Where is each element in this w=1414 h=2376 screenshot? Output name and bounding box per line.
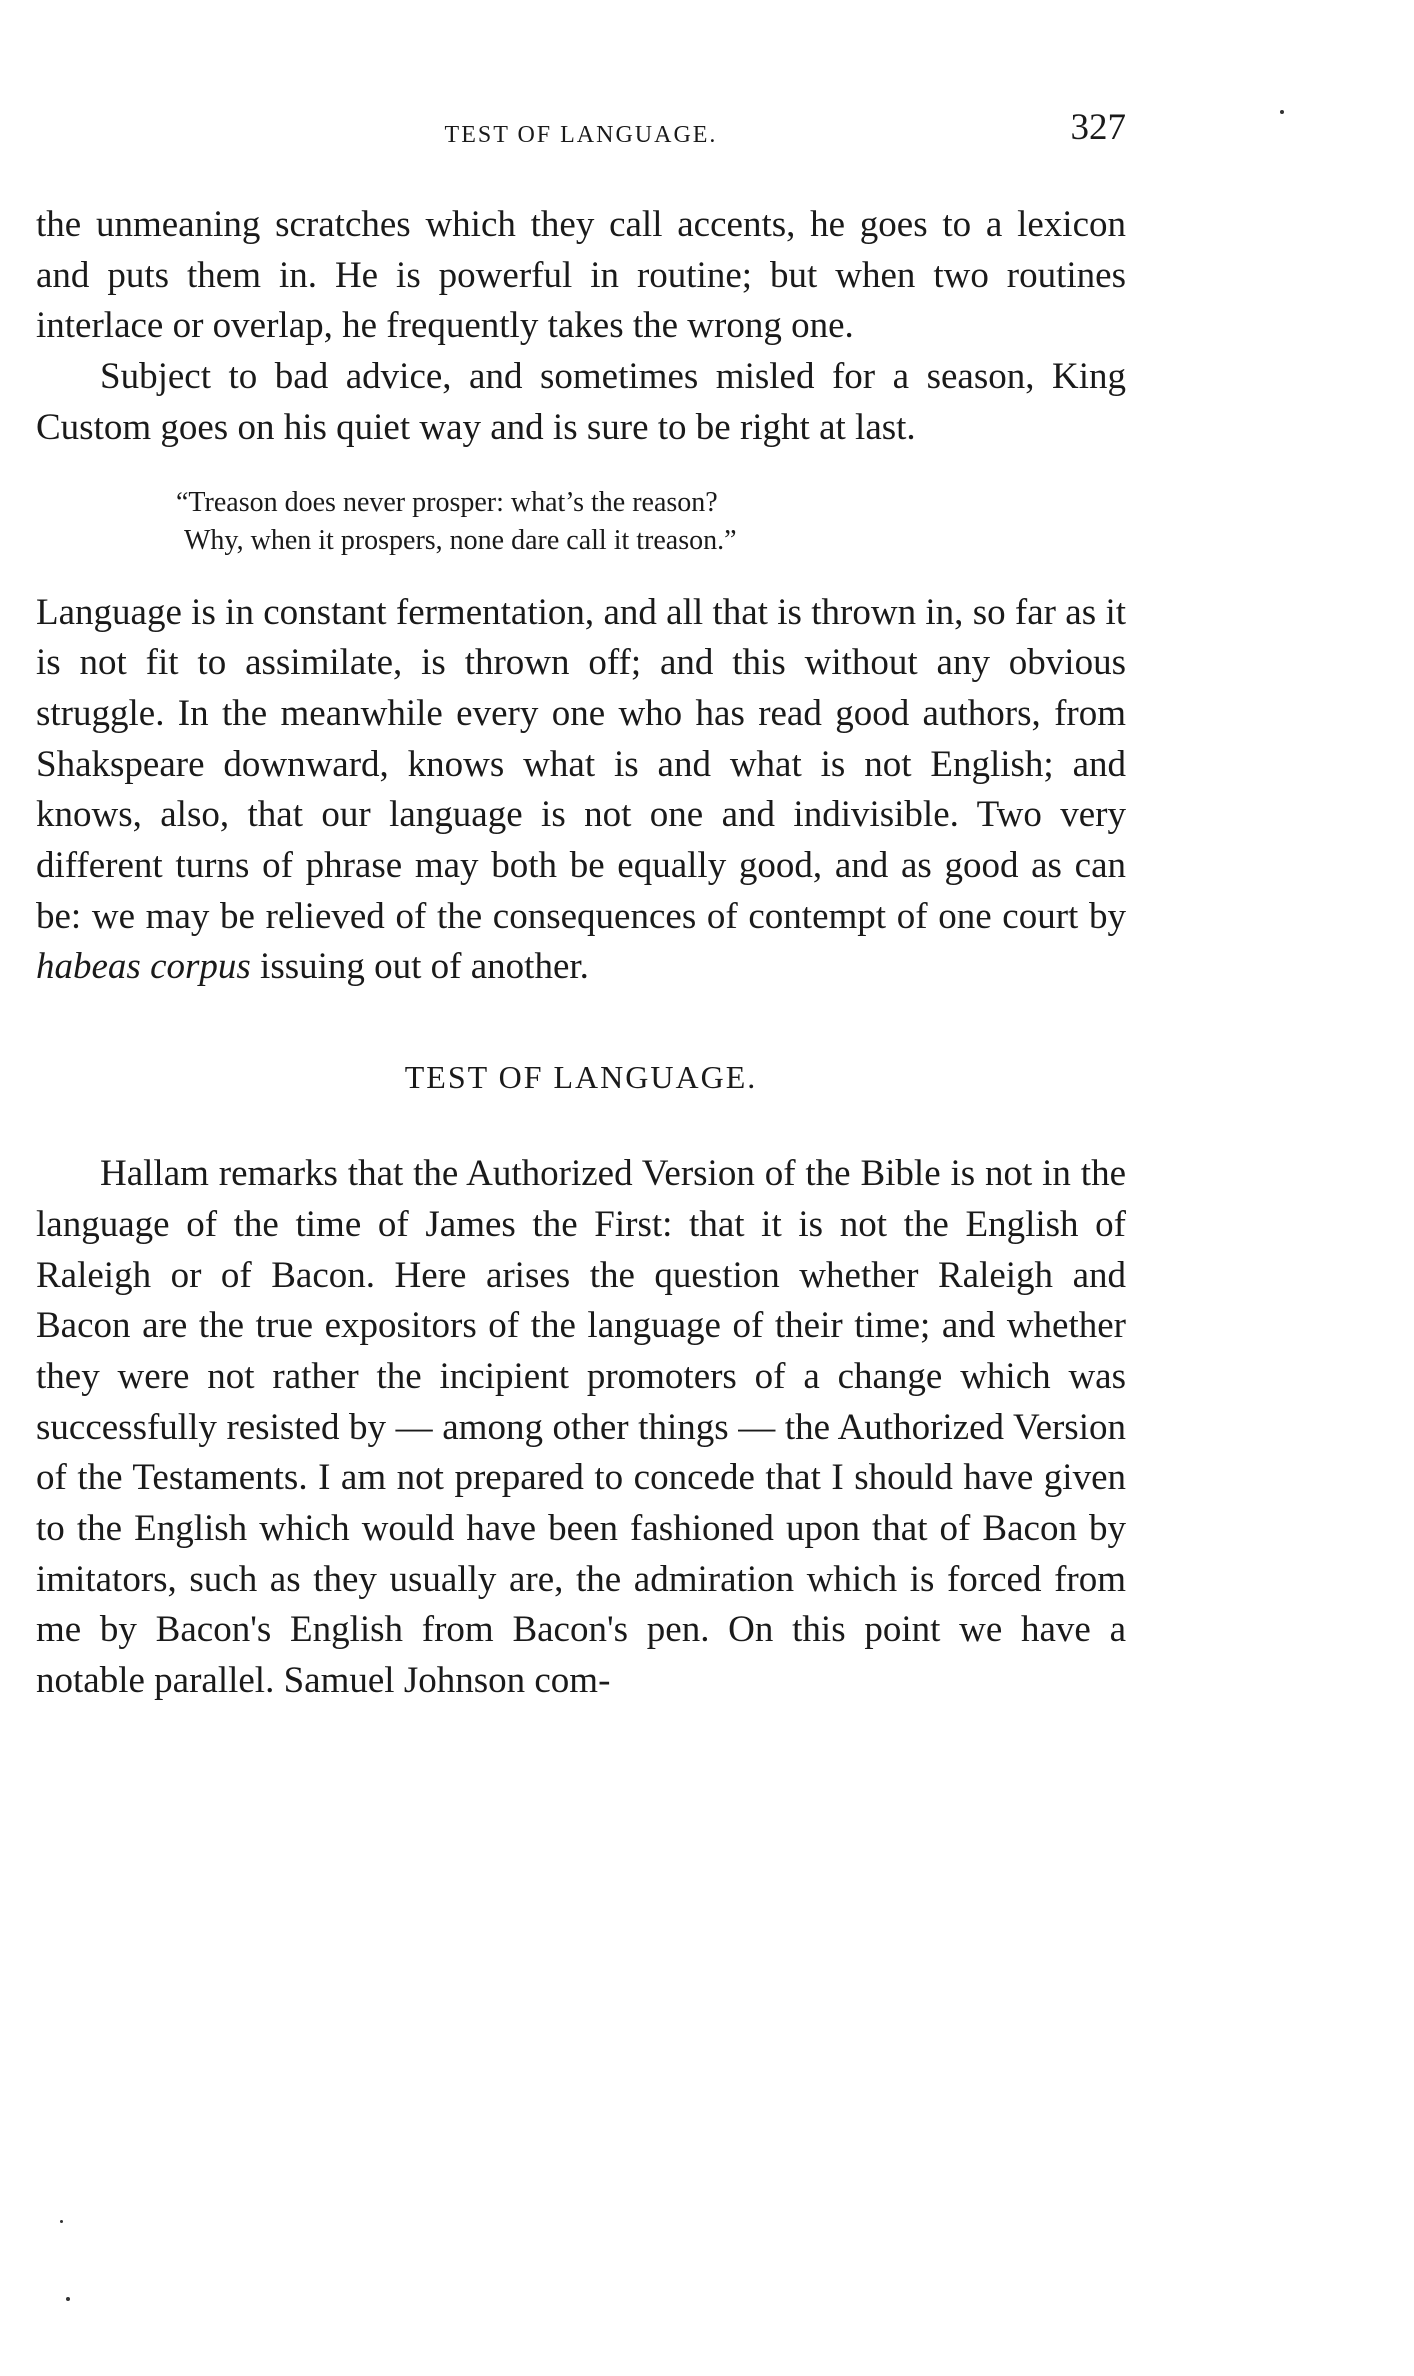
verse-line: Why, when it prospers, none dare call it treason.” [184,524,737,556]
running-title: TEST OF LANGUAGE. [444,122,718,148]
paragraph-hallam: Hallam remarks that the Authorized Version of the Bible is not in the language of the time of James the First: that it is not the English of Raleigh or of Bacon. Here arises the question whether Raleigh and Bacon are the true expositors of the language of their time; and whether they were not rather the incipient promoters of a change which was successfully resisted by — among other things — the Authorized Version of the Testaments. I am not prepared to concede that I should have given to the English which would have been fashioned upon that of Bacon by imitators, such as they usually are, the admiration which is forced from me by Bacon's English from Bacon's pen. On this point we have a notable parallel. Samuel Johnson com- [36,1153,1126,1702]
paragraph-fermentation [36,588,1126,994]
paragraph-continuation: the unmeaning scratches which they call accents, he goes to a lexicon and puts them in. He is powerful in routine; but when two routines interlace or overlap, he frequently takes the wrong one. [36,204,1126,347]
body-text [36,200,1126,1707]
verse-line: “Treason does never prosper: what’s the reason? [176,486,718,518]
ink-speck [60,2220,63,2223]
page-number: 327 [1070,107,1126,148]
ink-speck [66,2297,70,2301]
ink-speck [1280,110,1284,114]
verse-quotation [36,484,1126,560]
paragraph-king-custom: Subject to bad advice, and sometimes misled for a season, King Custom goes on his quiet way and is sure to be right at last. [36,356,1126,448]
page-header [36,100,1126,160]
italic-phrase: habeas corpus [36,946,251,988]
section-heading: TEST OF LANGUAGE. [404,1059,758,1096]
paragraph-text: Language is in constant fermentation, and all that is thrown in, so far as it is not fit to assimilate, is thrown off; and this without any obvious struggle. In the meanwhile every one who has read good authors, from Shakspeare downward, knows what is and what is not English; and knows, also, that our language is not one and indivisible. Two very different turns of phrase may both be equally good, and as good as can be: we may be relieved of the consequences of contempt of one court by [36,591,1126,937]
paragraph-text: issuing out of another. [250,946,589,988]
